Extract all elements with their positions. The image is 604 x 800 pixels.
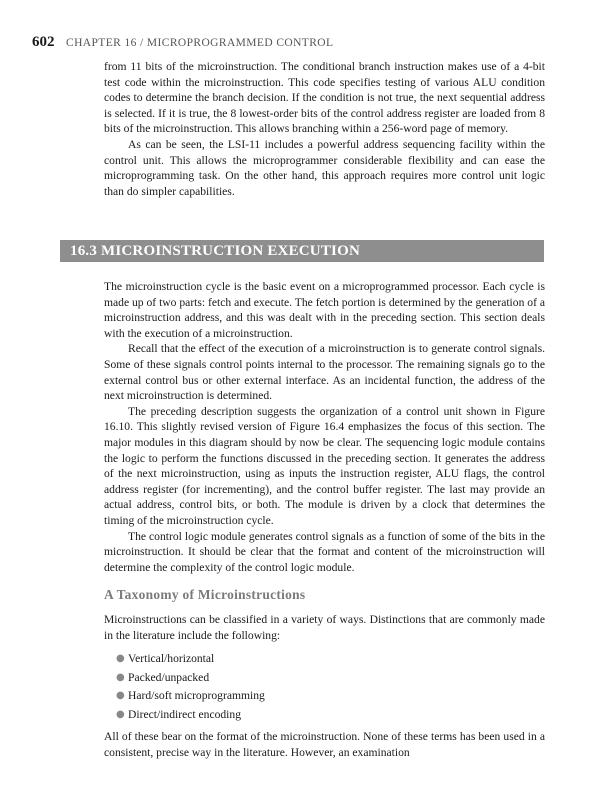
paragraph: Recall that the effect of the execution of a microinstruction is to generate control signals. Some of these signals control points internal to the processor. The remaining signals go to the external control bus or other external interface. As an incidental function, the address of the next microinstruction is determined. (104, 342, 545, 403)
list-item (116, 650, 545, 669)
section-title: 16.3 MICROINSTRUCTION EXECUTION (70, 243, 360, 259)
paragraph: Microinstructions can be classified in a variety of ways. Distinctions that are commonly made in the literature include the following: (104, 613, 545, 642)
intro-text (104, 59, 545, 199)
running-header (32, 34, 552, 51)
section-body (104, 279, 545, 761)
bullet-list (104, 650, 545, 724)
paragraph: from 11 bits of the microinstruction. The conditional branch instruction makes use of a 4-bit test code within the microinstruction. This code specifies testing of various ALU condition codes to determine the branch decision. If the condition is not true, the next sequential address is selected. If it is true, the 8 lowest-order bits of the control address register are loaded from 8 bits of the microinstruction. This allows branching within a 256-word page of memory. (104, 60, 545, 136)
bullet-icon: ● (116, 671, 125, 683)
list-item-text: Vertical/horizontal (128, 652, 215, 666)
list-item-text: Packed/unpacked (128, 670, 210, 684)
page-number: 602 (32, 34, 55, 50)
subsection-title: A Taxonomy of Microinstructions (104, 587, 306, 603)
list-item (116, 687, 545, 706)
section-heading-bar (60, 240, 544, 262)
list-item (116, 706, 545, 725)
paragraph: The preceding description suggests the organization of a control unit shown in Figure 16.10. This slightly revised version of Figure 16.4 emphasizes the focus of this section. The major modules in this diagram should by now be clear. The sequencing logic module contains the logic to perform the functions discussed in the preceding section. It generates the address of the next microinstruction, using as inputs the instruction register, ALU flags, the control address register (for incrementing), and the control buffer register. The last may provide an actual address, control bits, or both. The module is driven by a clock that determines the timing of the microinstruction cycle. (104, 404, 545, 527)
list-item (116, 669, 545, 688)
paragraph: The control logic module generates control signals as a function of some of the bits in the microinstruction. It should be clear that the format and content of the microinstruction will determine the complexity of the control logic module. (104, 529, 545, 574)
bullet-icon: ● (116, 653, 125, 665)
bullet-icon: ● (116, 708, 125, 720)
paragraph: As can be seen, the LSI-11 includes a powerful address sequencing facility within the control unit. This allows the microprogrammer considerable flexibility and can ease the microprogramming task. On the other hand, this approach requires more control unit logic than do simpler capabilities. (104, 137, 545, 198)
list-item-text: Direct/indirect encoding (128, 707, 241, 721)
bullet-icon: ● (116, 690, 125, 702)
paragraph: The microinstruction cycle is the basic event on a microprogrammed processor. Each cycle is made up of two parts: fetch and execute. The fetch portion is determined by the generation of a microinstruction address, and this was dealt with in the preceding section. This section deals with the execution of a microinstruction. (104, 280, 545, 340)
chapter-title: CHAPTER 16 / MICROPROGRAMMED CONTROL (66, 37, 334, 49)
list-item-text: Hard/soft microprogramming (128, 689, 265, 703)
paragraph: All of these bear on the format of the microinstruction. None of these terms has been used in a consistent, precise way in the literature. However, an examination (104, 730, 545, 760)
